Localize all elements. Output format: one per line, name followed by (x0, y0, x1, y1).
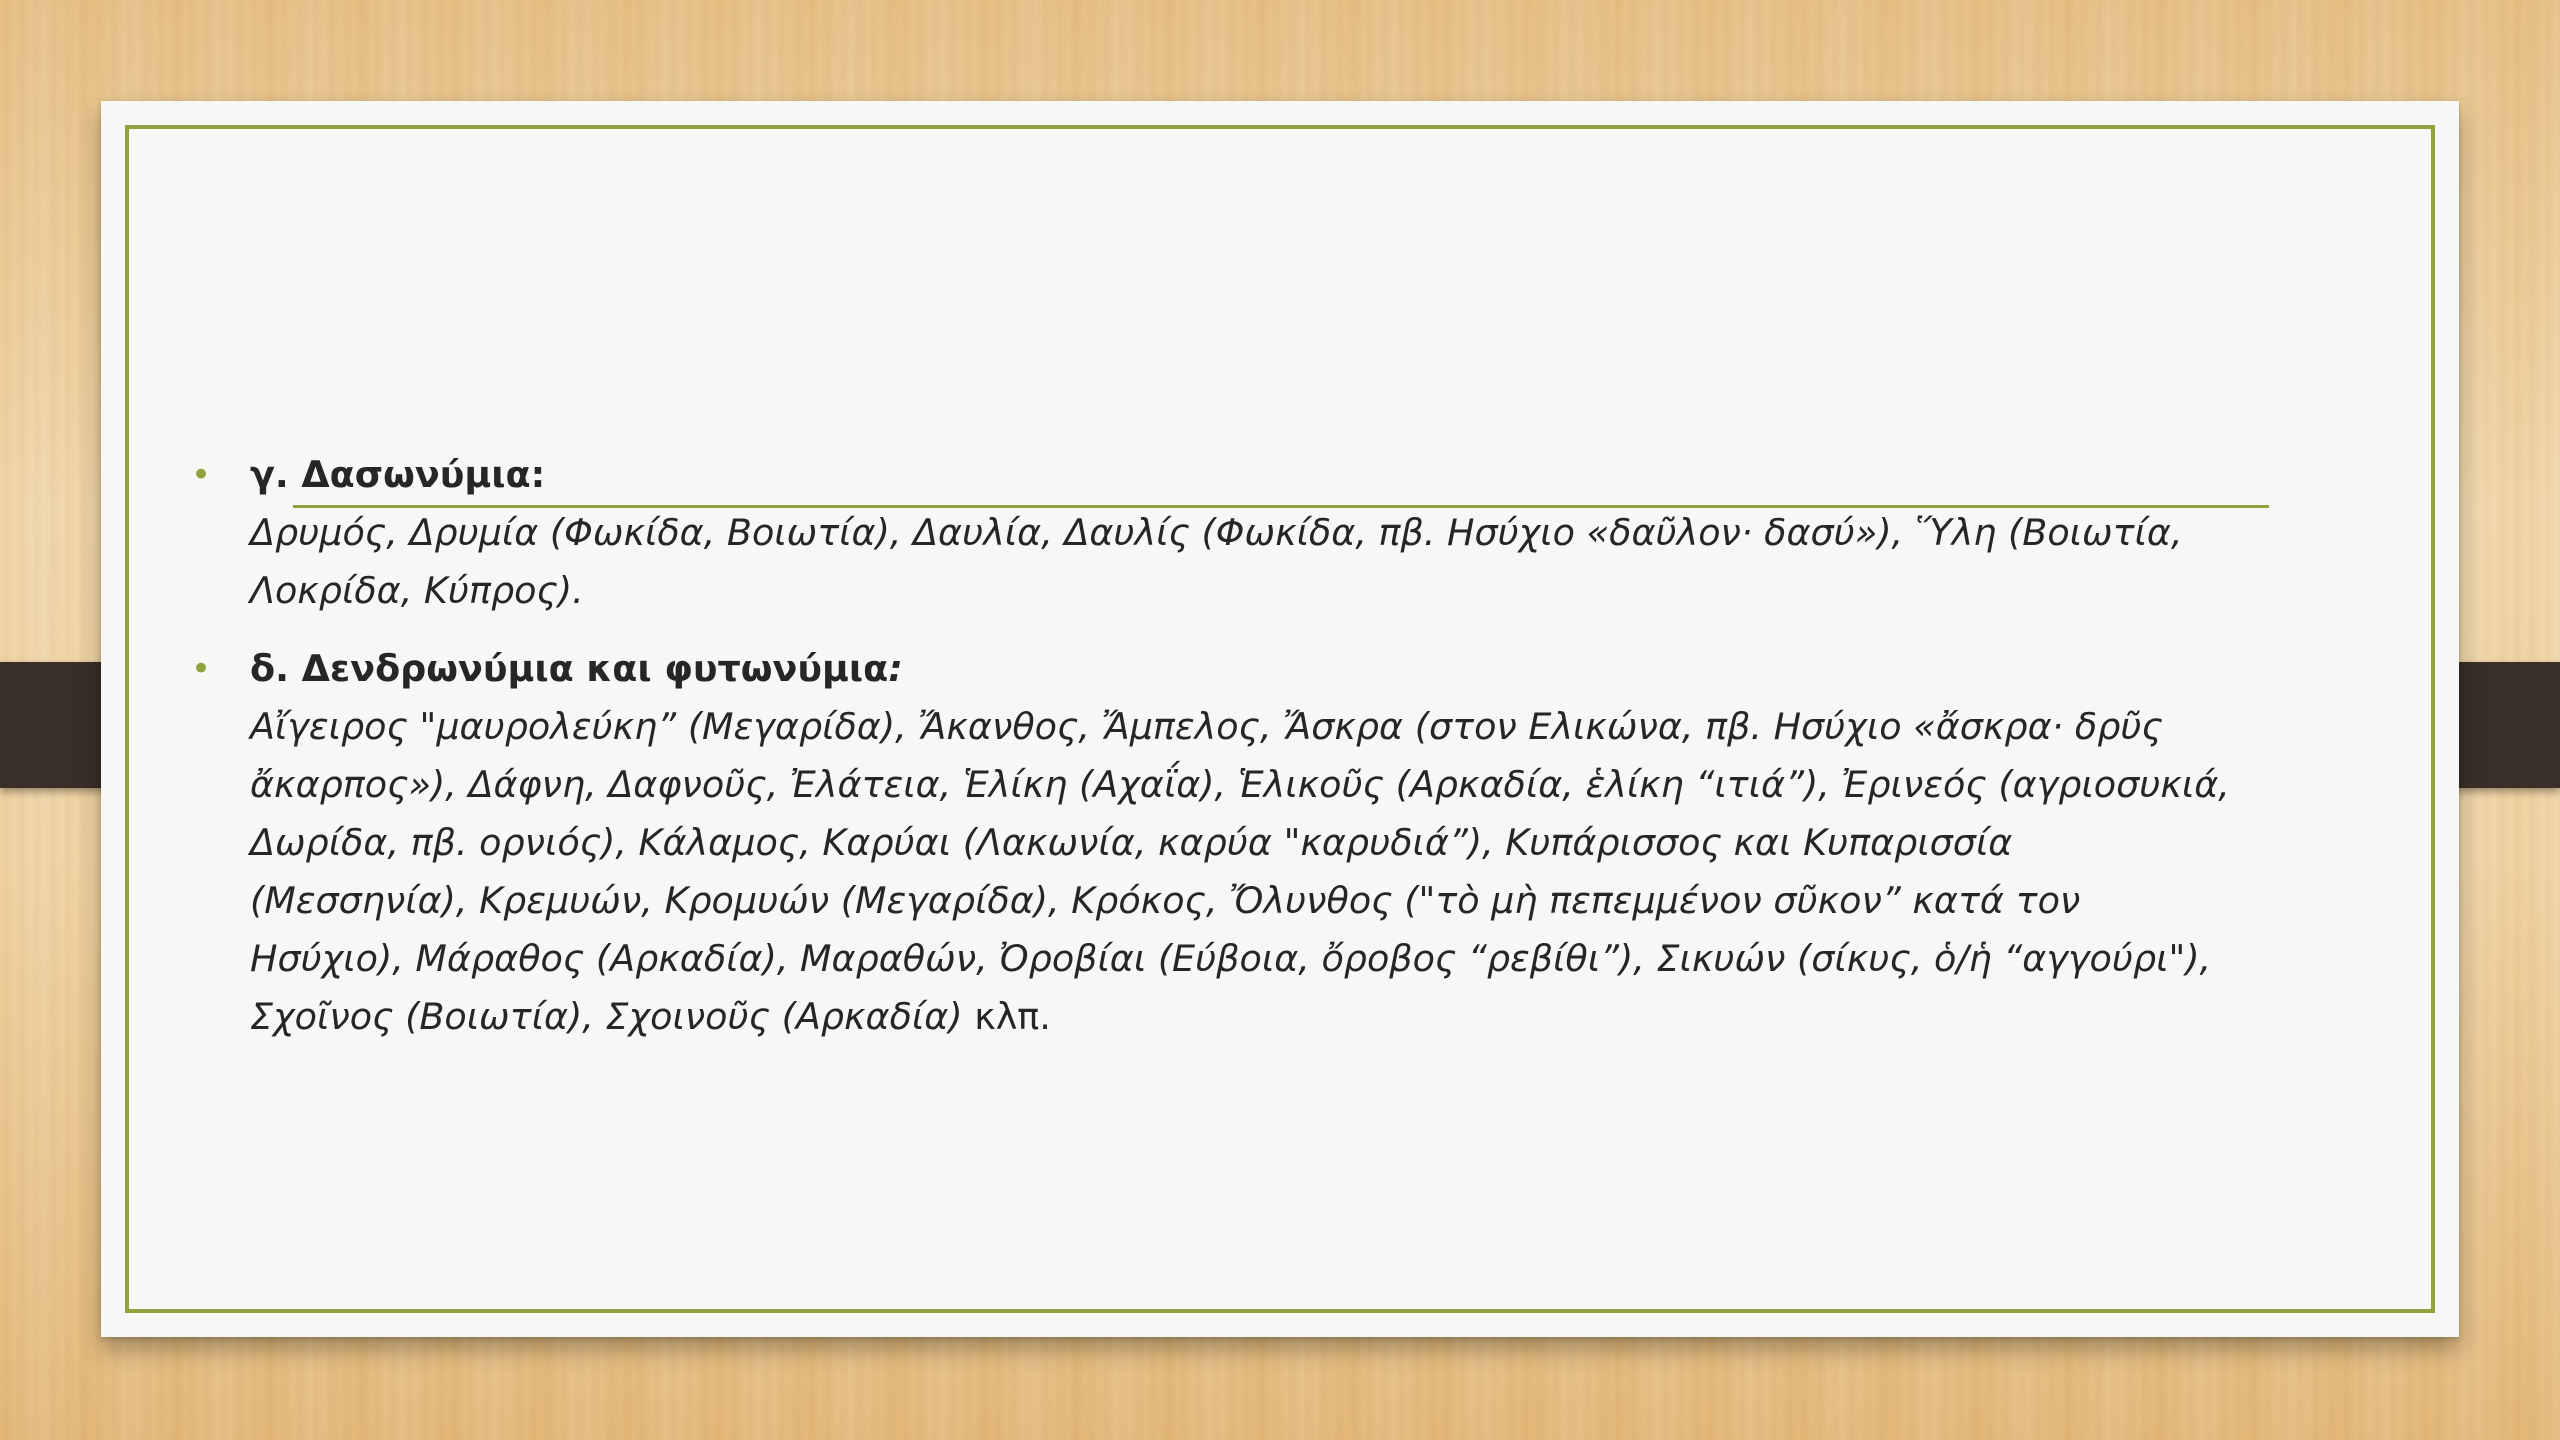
bullet-heading-colon: : (888, 647, 903, 690)
bullet-item-dasonymia (191, 446, 2231, 620)
bullet-item-dendronymia (191, 640, 2231, 1046)
bullet-heading (250, 640, 2231, 698)
bullet-body-tail: κλπ. (962, 995, 1051, 1038)
slide-content (191, 446, 2231, 1066)
bullet-body (250, 698, 2231, 1046)
bullet-dot-icon: • (191, 649, 212, 689)
bullet-heading-text: δ. Δενδρωνύμια και φυτωνύμια (250, 647, 889, 690)
bullet-dot-icon: • (191, 455, 212, 495)
bullet-heading (250, 446, 2231, 504)
bullet-body-text: Αἴγειρος "μαυρολεύκη” (Μεγαρίδα), Ἄκανθος, Ἄμπελος, Ἄσκρα (στον Ελικώνα, πβ. Ησύχιο «ἄσκρα· δρῦς ἄκαρπος»), Δάφνη, Δαφνοῦς, Ἐλάτεια, Ἑλίκη (Αχαΐα), Ἑλικοῦς (Αρκαδία, ἑλίκη “ιτιά”), Ἐρινεός (αγριοσυκιά, Δωρίδα, πβ. ορνιός), Κάλαμος, Καρύαι (Λακωνία, καρύα "καρυδιά”), Κυπάρισσος και Κυπαρισσία (Μεσσηνία), Κρεμυών, Κρομυών (Μεγαρίδα), Κρόκος, Ὄλυνθος ("τὸ μὴ πεπεμμένον σῦκον” κατά τον Ησύχιο), Μάραθος (Αρκαδία), Μαραθών, Ὀροβίαι (Εύβοια, ὄροβος “ρεβίθι”), Σικυών (σίκυς, ὁ/ἡ “αγγούρι"), Σχοῖνος (Βοιωτία), Σχοινοῦς (Αρκαδία) (250, 705, 2230, 1038)
bullet-heading-text: γ. Δασωνύμια: (250, 453, 546, 496)
bullet-body: Δρυμός, Δρυμία (Φωκίδα, Βοιωτία), Δαυλία, Δαυλίς (Φωκίδα, πβ. Ησύχιο «δαῦλον· δασύ»), Ὕλη (Βοιωτία, Λοκρίδα, Κύπρος). (250, 511, 2183, 612)
